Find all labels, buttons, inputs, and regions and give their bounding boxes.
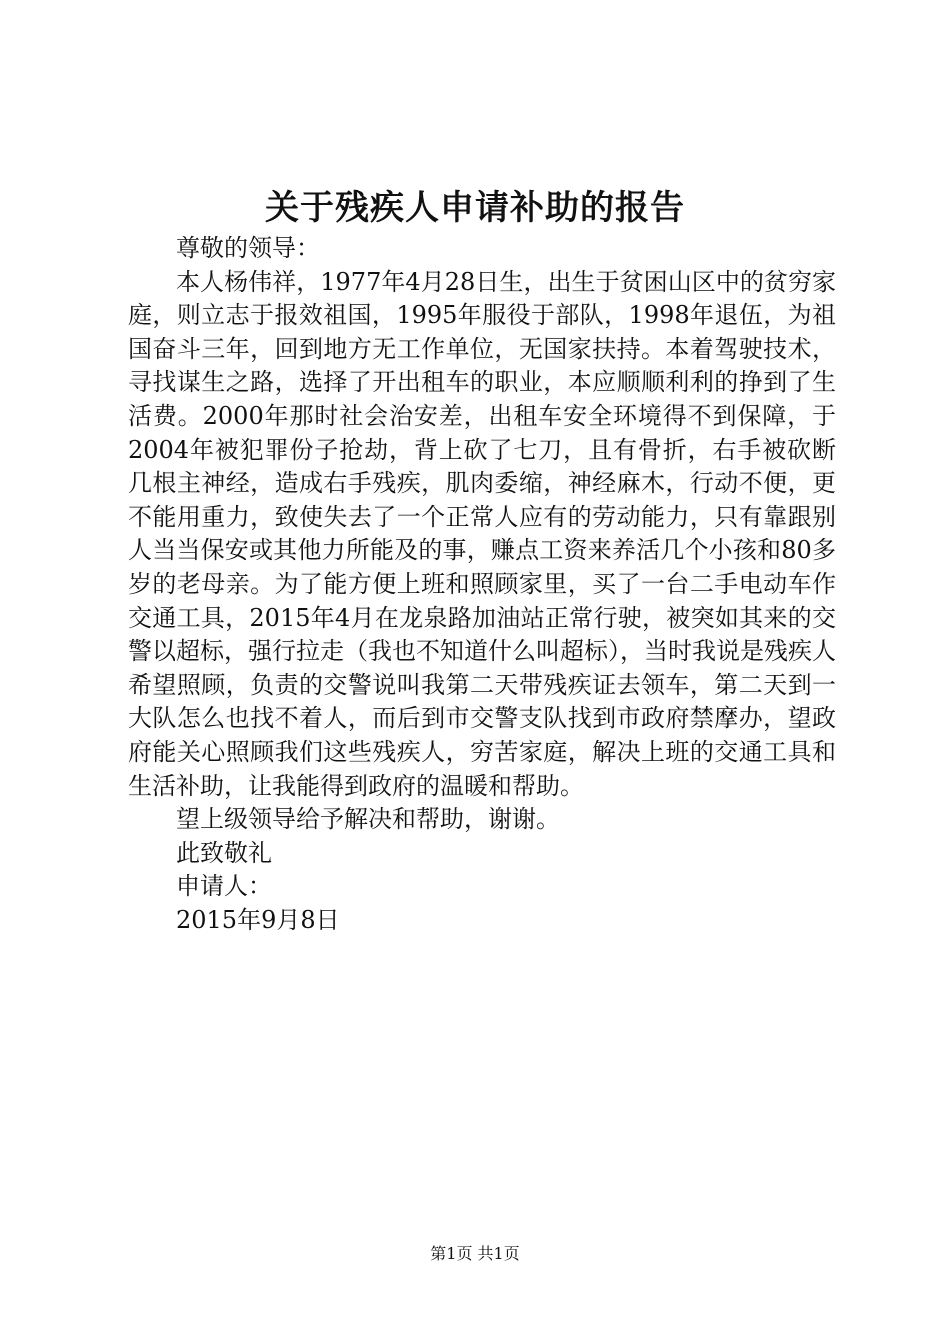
salutation: 尊敬的领导： xyxy=(176,234,320,262)
request-line: 望上级领导给予解决和帮助，谢谢。 xyxy=(176,805,560,834)
date-line: 2015年9月8日 xyxy=(176,905,340,934)
applicant-line: 申请人： xyxy=(176,872,272,901)
document-title: 关于残疾人申请补助的报告 xyxy=(265,188,685,228)
document-body xyxy=(128,232,836,937)
page-footer: 第1页 共1页 xyxy=(430,1244,520,1263)
closing-line: 此致敬礼 xyxy=(176,838,272,867)
body-paragraph: 本人杨伟祥，1977年4月28日生，出生于贫困山区中的贫穷家庭，则立志于报效祖国，1995年服役于部队，1998年退伍，为祖国奋斗三年，回到地方无工作单位，无国家扶持。本着驾驶技术，寻找谋生之路，选择了开出租车的职业，本应顺顺利利的挣到了生活费。2000年那时社会治安差，出租车安全环境得不到保障，于2004年被犯罪份子抢劫，背上砍了七刀，且有骨折，右手被砍断几根主神经，造成右手残疾，肌肉委缩，神经麻木，行动不便，更不能用重力，致使失去了一个正常人应有的劳动能力，只有靠跟别人当当保安或其他力所能及的事，赚点工资来养活几个小孩和80多岁的老母亲。为了能方便上班和照顾家里，买了一台二手电动车作交通工具，2015年4月在龙泉路加油站正常行驶，被突如其来的交警以超标，强行拉走（我也不知道什么叫超标），当时我说是残疾人希望照顾，负责的交警说叫我第二天带残疾证去领车，第二天到一大队怎么也找不着人，而后到市交警支队找到市政府禁摩办，望政府能关心照顾我们这些残疾人，穷苦家庭，解决上班的交通工具和生活补助，让我能得到政府的温暖和帮助。 xyxy=(128,267,836,800)
